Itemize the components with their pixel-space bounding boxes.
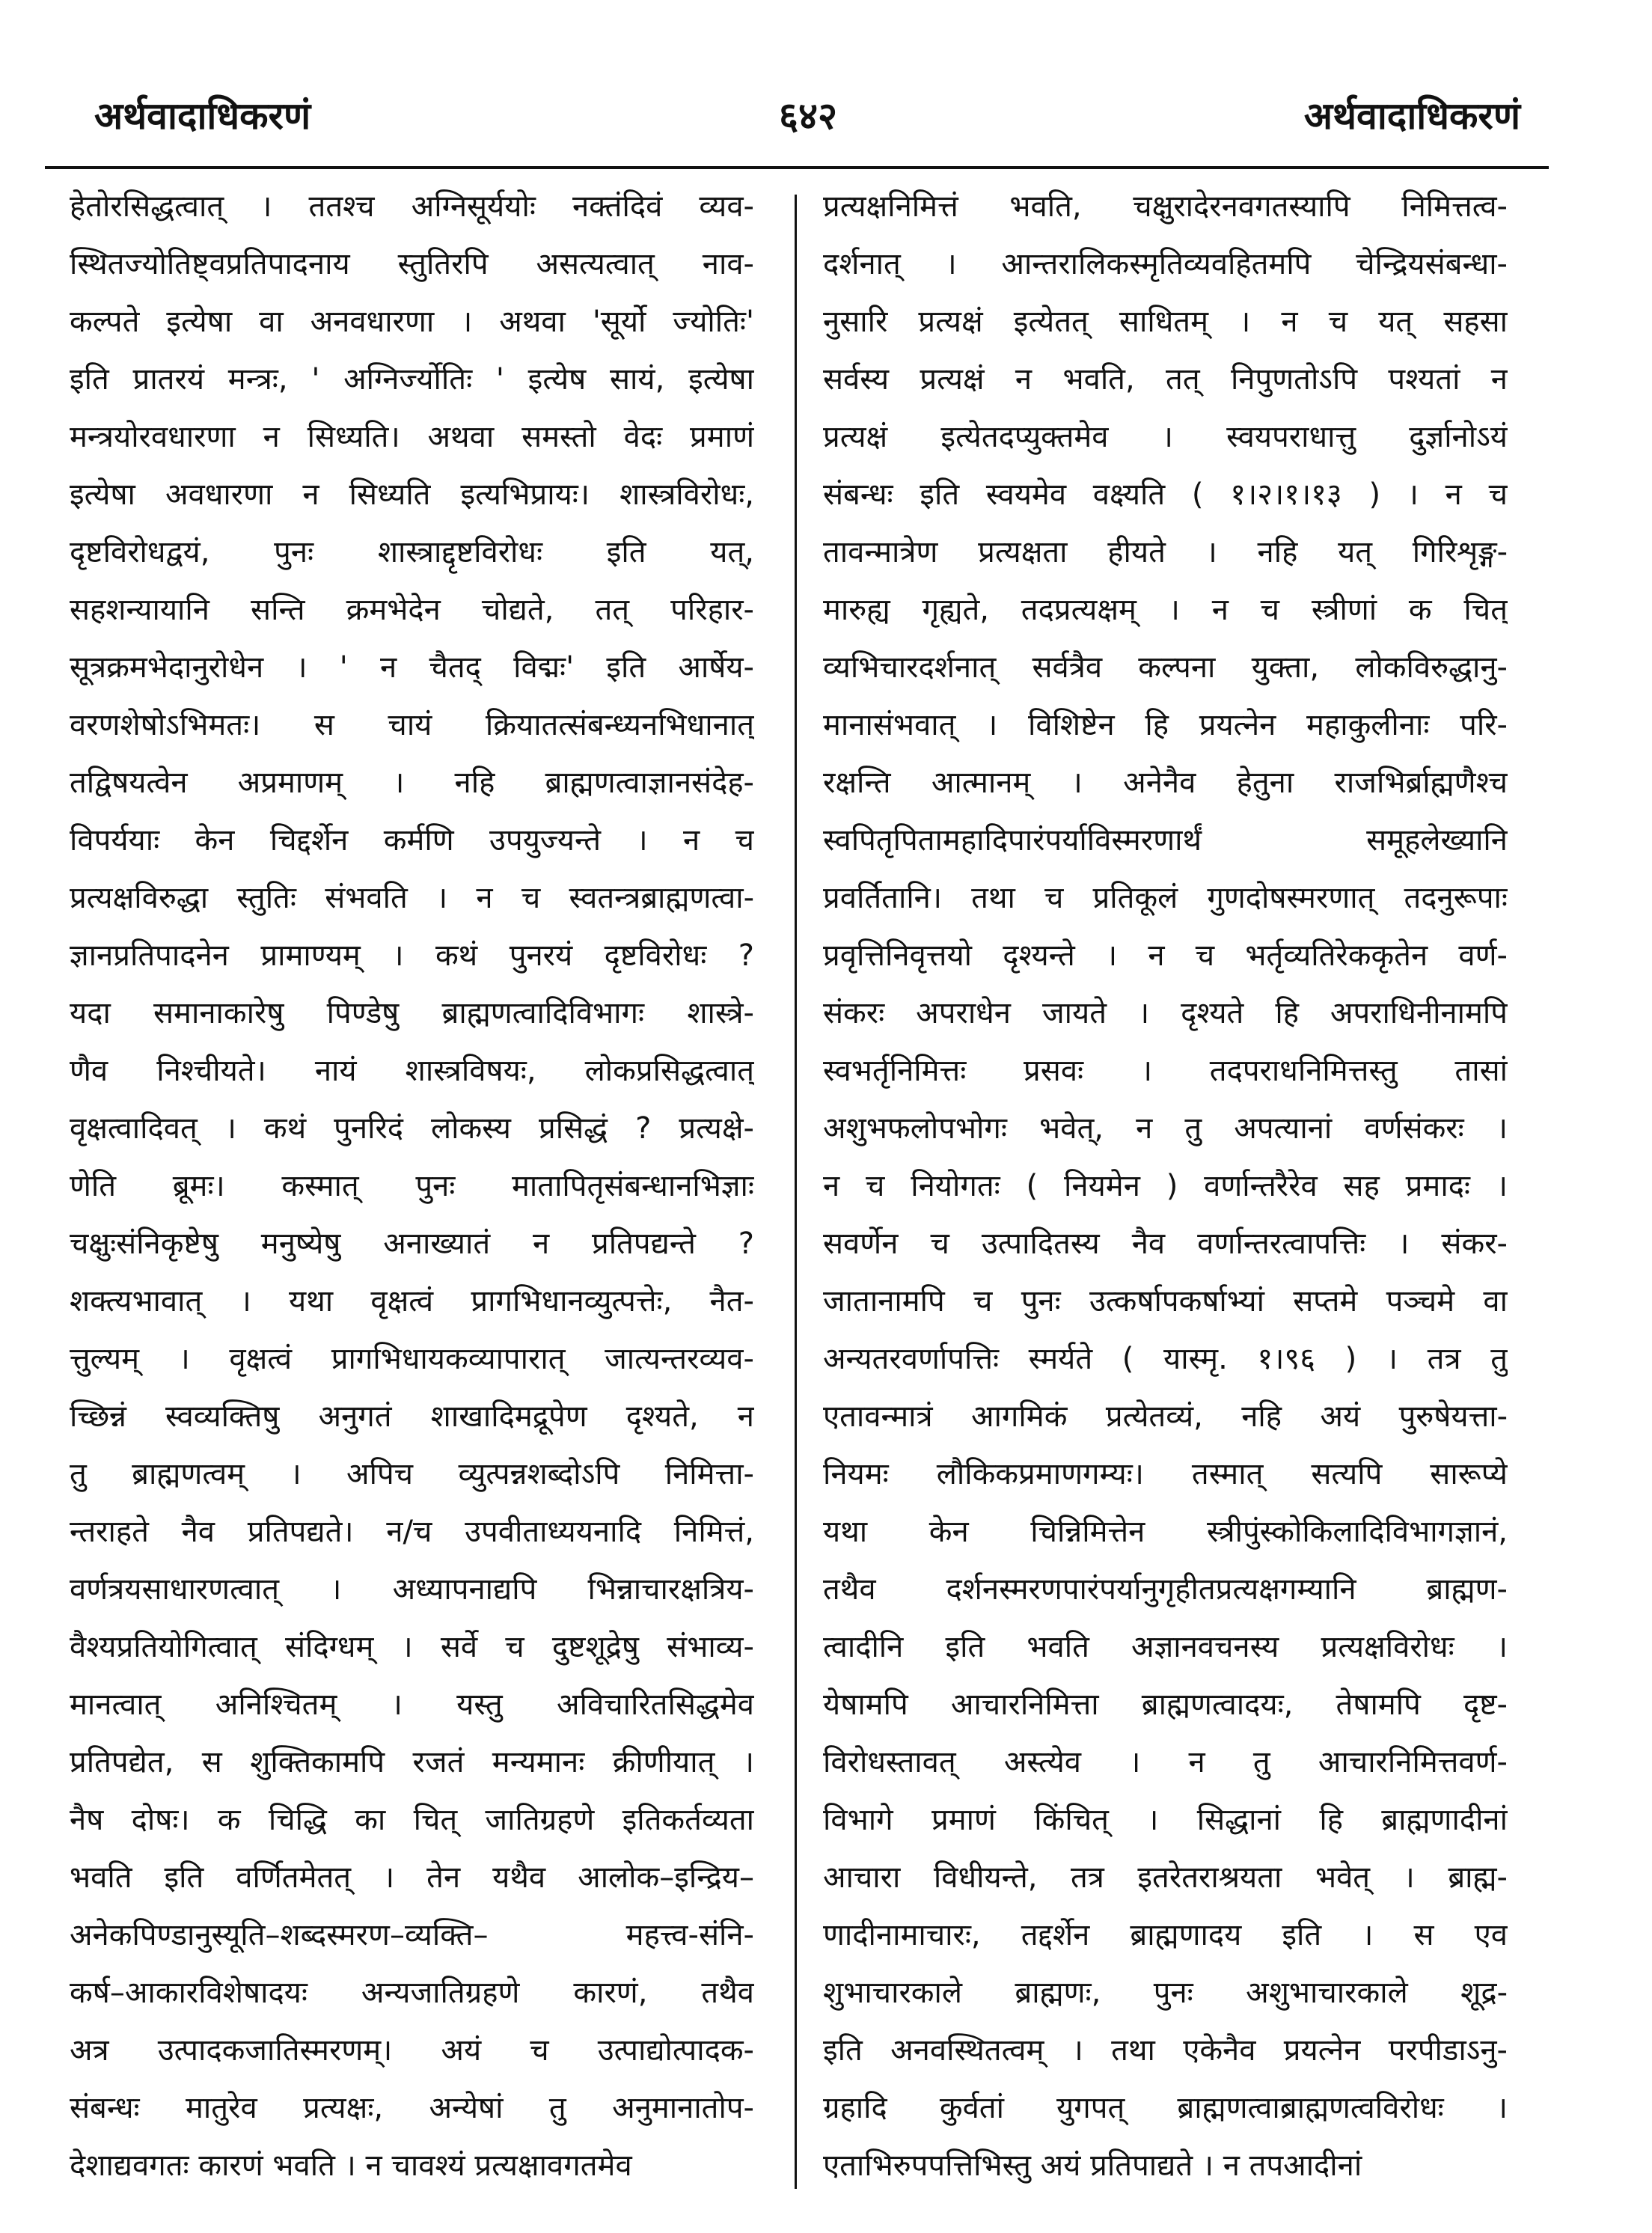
text-line: णेति ब्रूमः। कस्मात् पुनः मातापितृसंबन्धानभिज्ञाः xyxy=(70,1169,754,1203)
text-line: दृष्टविरोधद्वयं, पुनः शास्त्राद्दृष्टविरोधः इति यत्, xyxy=(70,535,754,569)
text-line: णैव निश्चीयते। नायं शास्त्रविषयः, लोकप्रसिद्धत्वात् xyxy=(70,1054,754,1088)
text-line: न च नियोगतः ( नियमेन ) वर्णान्तरैरेव सह प्रमादः । xyxy=(823,1169,1508,1203)
text-line: स्वपितृपितामहादिपारंपर्याविस्मरणार्थं समूहलेख्यानि xyxy=(823,823,1508,858)
text-line: यदा समानाकारेषु पिण्डेषु ब्राह्मणत्वादिविभागः शास्त्रे- xyxy=(70,996,754,1030)
text-line: चक्षुःसंनिकृष्टेषु मनुष्येषु अनाख्यातं न प्रतिपद्यन्ते ? xyxy=(70,1227,754,1261)
text-line: प्रतिपद्येत, स शुक्तिकामपि रजतं मन्यमानः क्रीणीयात् । xyxy=(70,1745,754,1780)
text-line: तद्विषयत्वेन अप्रमाणम् । नहि ब्राह्मणत्वाज्ञानसंदेह- xyxy=(70,766,754,800)
text-line: कर्ष–आकारविशेषादयः अन्यजातिग्रहणे कारणं, तथैव xyxy=(70,1976,754,2010)
text-line: प्रत्यक्षविरुद्धा स्तुतिः संभवति । न च स्वतन्त्रब्राह्मणत्वा- xyxy=(70,881,754,915)
text-line: मानत्वात् अनिश्चितम् । यस्तु अविचारितसिद्धमेव xyxy=(70,1687,754,1722)
text-line: मारुह्य गृह्यते, तदप्रत्यक्षम् । न च स्त्रीणां क चित् xyxy=(823,593,1508,627)
text-line: आचारा विधीयन्ते, तत्र इतरेतराश्रयता भवेत् । ब्राह्म- xyxy=(823,1860,1508,1895)
text-line: व्यभिचारदर्शनात् सर्वत्रैव कल्पना युक्ता, लोकविरुद्धानु- xyxy=(823,650,1508,685)
text-line: इत्येषा अवधारणा न सिध्यति इत्यभिप्रायः। शास्त्रविरोधः, xyxy=(70,477,754,512)
text-line: यथा केन चिन्निमित्तेन स्त्रीपुंस्कोकिलादिविभागज्ञानं, xyxy=(823,1515,1508,1549)
header-rule xyxy=(45,166,1549,169)
text-line: भवति इति वर्णितमेतत् । तेन यथैव आलोक–इन्द्रिय– xyxy=(70,1860,754,1895)
text-line: विपर्ययाः केन चिद्दर्शेन कर्मणि उपयुज्यन्ते । न च xyxy=(70,823,754,858)
column-divider xyxy=(795,195,797,2189)
text-line: त्तुल्यम् । वृक्षत्वं प्रागभिधायकव्यापारात् जात्यन्तरव्यव- xyxy=(70,1342,754,1376)
text-line: अशुभफलोपभोगः भवेत्, न तु अपत्यानां वर्णसंकरः । xyxy=(823,1111,1508,1146)
text-line: कल्पते इत्येषा वा अनवधारणा । अथवा 'सूर्यो ज्योतिः' xyxy=(70,305,754,339)
text-line: मानासंभवात् । विशिष्टेन हि प्रयत्नेन महाकुलीनाः परि- xyxy=(823,708,1508,742)
text-line: शुभाचारकाले ब्राह्मणः, पुनः अशुभाचारकाले शूद्र- xyxy=(823,1976,1508,2010)
text-line: तु ब्राह्मणत्वम् । अपिच व्युत्पन्नशब्दोऽपि निमित्ता- xyxy=(70,1457,754,1491)
text-line: इति प्रातरयं मन्त्रः, ' अग्निर्ज्योतिः ' इत्येष सायं, इत्येषा xyxy=(70,362,754,397)
text-line: वरणशेषोऽभिमतः। स चायं क्रियातत्संबन्ध्यनभिधानात् xyxy=(70,708,754,742)
text-line: सर्वस्य प्रत्यक्षं न भवति, तत् निपुणतोऽपि पश्यतां न xyxy=(823,362,1508,397)
text-line: विरोधस्तावत् अस्त्येव । न तु आचारनिमित्तवर्ण- xyxy=(823,1745,1508,1780)
text-line: जातानामपि च पुनः उत्कर्षापकर्षाभ्यां सप्तमे पञ्चमे वा xyxy=(823,1284,1508,1319)
text-line: अनेकपिण्डानुस्यूति–शब्दस्मरण–व्यक्ति– महत्त्व-संनि- xyxy=(70,1918,754,1952)
text-line: प्रत्यक्षं इत्येतदप्युक्तमेव । स्वयपराधात्तु दुर्ज्ञानोऽयं xyxy=(823,420,1508,454)
text-line: वैश्यप्रतियोगित्वात् संदिग्धम् । सर्वे च दुष्टशूद्रेषु संभाव्य- xyxy=(70,1630,754,1664)
text-line: च्छिन्नं स्वव्यक्तिषु अनुगतं शाखादिमद्रूपेण दृश्यते, न xyxy=(70,1399,754,1434)
text-line: तावन्मात्रेण प्रत्यक्षता हीयते । नहि यत् गिरिशृङ्ग- xyxy=(823,535,1508,569)
text-line: नियमः लौकिकप्रमाणगम्यः। तस्मात् सत्यपि सारूप्ये xyxy=(823,1457,1508,1491)
text-line: अन्यतरवर्णापत्तिः स्मर्यते ( यास्मृ. १।९६ ) । तत्र तु xyxy=(823,1342,1508,1376)
text-line: विभागे प्रमाणं किंचित् । सिद्धानां हि ब्राह्मणादीनां xyxy=(823,1803,1508,1837)
text-line: वृक्षत्वादिवत् । कथं पुनरिदं लोकस्य प्रसिद्धं ? प्रत्यक्षे- xyxy=(70,1111,754,1146)
right-column xyxy=(823,178,1508,2195)
text-line: दर्शनात् । आन्तरालिकस्मृतिव्यवहितमपि चेन्द्रियसंबन्धा- xyxy=(823,247,1508,281)
running-head-left: अर्थवादाधिकरणं xyxy=(94,94,311,138)
text-line: त्वादीनि इति भवति अज्ञानवचनस्य प्रत्यक्षविरोधः । xyxy=(823,1630,1508,1664)
text-line: रक्षन्ति आत्मानम् । अनेनैव हेतुना राजभिर्ब्राह्मणैश्च xyxy=(823,766,1508,800)
text-line: संकरः अपराधेन जायते । दृश्यते हि अपराधिनीनामपि xyxy=(823,996,1508,1030)
text-line: सहशन्यायानि सन्ति क्रमभेदेन चोद्यते, तत् परिहार- xyxy=(70,593,754,627)
text-line: प्रवृत्तिनिवृत्तयो दृश्यन्ते । न च भर्तृव्यतिरेककृतेन वर्ण- xyxy=(823,938,1508,973)
text-line: ज्ञानप्रतिपादनेन प्रामाण्यम् । कथं पुनरयं दृष्टविरोधः ? xyxy=(70,938,754,973)
text-line: एतावन्मात्रं आगमिकं प्रत्येतव्यं, नहि अयं पुरुषेयत्ता- xyxy=(823,1399,1508,1434)
text-line: स्वभर्तृनिमित्तः प्रसवः । तदपराधनिमित्तस्तु तासां xyxy=(823,1054,1508,1088)
text-line: सूत्रक्रमभेदानुरोधेन । ' न चैतद् विद्मः' इति आर्षेय- xyxy=(70,650,754,685)
left-column xyxy=(70,178,754,2195)
text-line: न्तराहते नैव प्रतिपद्यते। न/च उपवीताध्ययनादि निमित्तं, xyxy=(70,1515,754,1549)
text-line: स्थितज्योतिष्ट्वप्रतिपादनाय स्तुतिरपि असत्यत्वात् नाव- xyxy=(70,247,754,281)
text-line: संबन्धः इति स्वयमेव वक्ष्यति ( १।२।१।१३ ) । न च xyxy=(823,477,1508,512)
text-line: शक्त्यभावात् । यथा वृक्षत्वं प्रागभिधानव्युत्पत्तेः, नैत- xyxy=(70,1284,754,1319)
text-line: तथैव दर्शनस्मरणपारंपर्यानुगृहीतप्रत्यक्षगम्यानि ब्राह्मण- xyxy=(823,1572,1508,1607)
text-line: प्रत्यक्षनिमित्तं भवति, चक्षुरादेरनवगतस्यापि निमित्तत्व- xyxy=(823,189,1508,224)
text-line: ग्रहादि कुर्वतां युगपत् ब्राह्मणत्वाब्राह्मणत्वविरोधः । xyxy=(823,2091,1508,2125)
text-line: अत्र उत्पादकजातिस्मरणम्। अयं च उत्पाद्योत्पादक- xyxy=(70,2033,754,2068)
text-line: हेतोरसिद्धत्वात् । ततश्च अग्निसूर्ययोः नक्तंदिवं व्यव- xyxy=(70,189,754,224)
text-line: णादीनामाचारः, तद्दर्शेन ब्राह्मणादय इति । स एव xyxy=(823,1918,1508,1952)
text-line: सवर्णेन च उत्पादितस्य नैव वर्णान्तरत्वापत्तिः । संकर- xyxy=(823,1227,1508,1261)
text-line: इति अनवस्थितत्वम् । तथा एकेनैव प्रयत्नेन परपीडाऽनु- xyxy=(823,2033,1508,2068)
text-line: देशाद्यवगतः कारणं भवति । न चावश्यं प्रत्यक्षावगतमेव xyxy=(70,2148,632,2183)
text-line: एताभिरुपपत्तिभिस्तु अयं प्रतिपाद्यते । न तपआदीनां xyxy=(823,2148,1362,2183)
page-number: ६४२ xyxy=(779,94,837,138)
text-line: वर्णत्रयसाधारणत्वात् । अध्यापनाद्यपि भिन्नाचारक्षत्रिय- xyxy=(70,1572,754,1607)
running-head-right: अर्थवादाधिकरणं xyxy=(1303,94,1520,138)
text-line: प्रवर्तितानि। तथा च प्रतिकूलं गुणदोषस्मरणात् तदनुरूपाः xyxy=(823,881,1508,915)
text-line: नैष दोषः। क चिद्धि का चित् जातिग्रहणे इतिकर्तव्यता xyxy=(70,1803,754,1837)
text-line: मन्त्रयोरवधारणा न सिध्यति। अथवा समस्तो वेदः प्रमाणं xyxy=(70,420,754,454)
text-line: येषामपि आचारनिमित्ता ब्राह्मणत्वादयः, तेषामपि दृष्ट- xyxy=(823,1687,1508,1722)
text-line: संबन्धः मातुरेव प्रत्यक्षः, अन्येषां तु अनुमानातोप- xyxy=(70,2091,754,2125)
text-line: नुसारि प्रत्यक्षं इत्येतत् साधितम् । न च यत् सहसा xyxy=(823,305,1508,339)
